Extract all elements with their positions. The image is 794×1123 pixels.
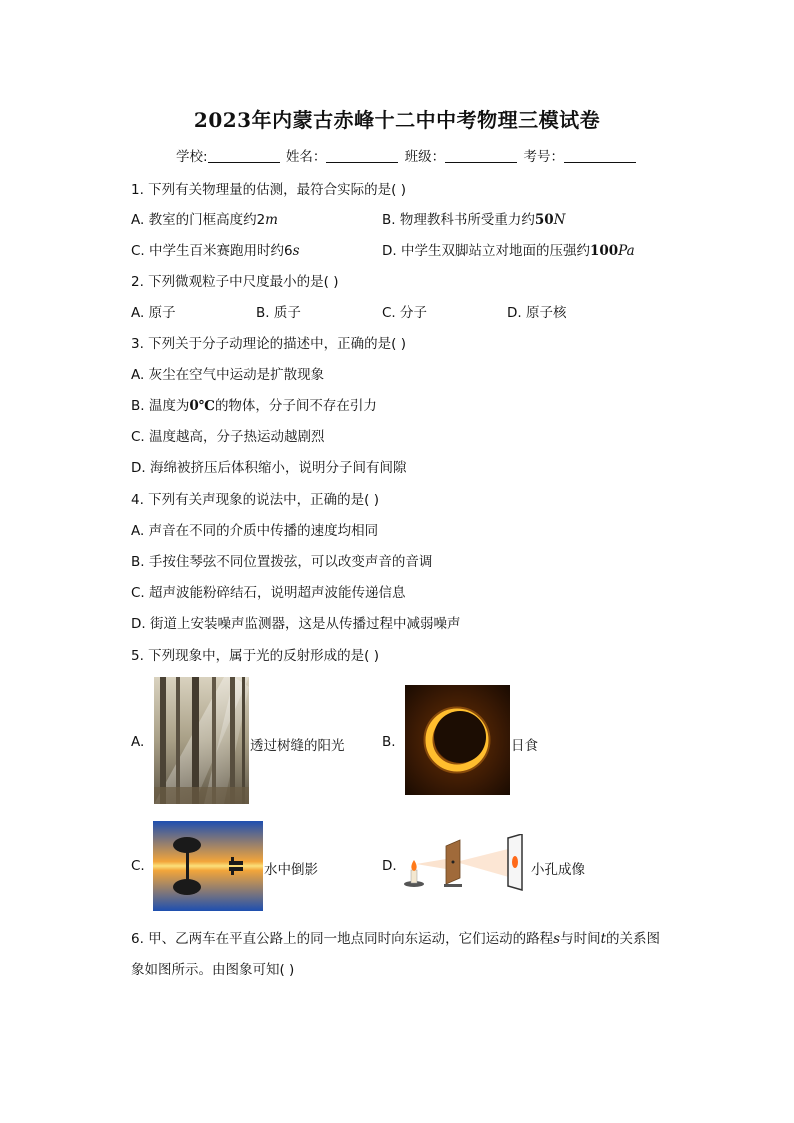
- q3-b-post: 的物体，分子间不存在引力: [214, 398, 377, 414]
- q1-option-c[interactable]: [131, 239, 300, 259]
- q3-option-d[interactable]: D. 海绵被挤压后体积缩小，说明分子间有间隙: [131, 460, 407, 476]
- school-label: 学校:: [176, 149, 208, 165]
- q5-d-caption: 小孔成像: [531, 862, 585, 878]
- q1-option-b[interactable]: [382, 208, 565, 228]
- q6-stem-line2: 象如图所示。由图象可知( ): [131, 962, 295, 978]
- q1-c-unit: s: [292, 243, 300, 259]
- pinhole-camera-graphic: [400, 834, 530, 894]
- water-reflection-graphic: [153, 821, 263, 911]
- q6-t-var: t: [600, 931, 607, 947]
- q5-a-letter[interactable]: A.: [131, 734, 145, 750]
- q1-option-d[interactable]: [382, 239, 635, 259]
- name-blank[interactable]: [326, 148, 398, 163]
- q1-b-text: B. 物理教科书所受重力约: [382, 212, 535, 228]
- q6-line1-post: 的关系图: [606, 931, 661, 947]
- solar-eclipse-graphic: [405, 685, 510, 795]
- q1-stem: 1. 下列有关物理量的估测，最符合实际的是( ): [131, 182, 406, 198]
- q6-s-var: s: [553, 931, 561, 947]
- q5-b-caption: 日食: [511, 738, 538, 754]
- water-reflection-image: [153, 821, 263, 911]
- q3-stem: 3. 下列关于分子动理论的描述中，正确的是( ): [131, 336, 406, 352]
- q6-line1-pre: 6. 甲、乙两车在平直公路上的同一地点同时向东运动，它们运动的路程: [131, 931, 554, 947]
- forest-sunbeam-graphic: [154, 677, 249, 804]
- class-label: 班级：: [404, 149, 446, 165]
- q5-b-letter[interactable]: B.: [382, 734, 396, 750]
- school-blank[interactable]: [208, 148, 280, 163]
- solar-eclipse-image: [405, 685, 510, 795]
- q5-d-letter[interactable]: D.: [382, 858, 397, 874]
- q6-mid: 与时间: [560, 931, 601, 947]
- q3-option-b[interactable]: [131, 394, 377, 414]
- q3-b-pre: B. 温度为: [131, 398, 190, 414]
- exam-no-label: 考号：: [523, 149, 564, 165]
- q1-d-unit: Pa: [618, 243, 635, 259]
- exam-no-blank[interactable]: [564, 148, 636, 163]
- q1-d-num: 100: [589, 243, 619, 259]
- q5-stem: 5. 下列现象中，属于光的反射形成的是( ): [131, 648, 379, 664]
- student-info-line: [176, 145, 638, 165]
- q3-option-a[interactable]: A. 灰尘在空气中运动是扩散现象: [131, 367, 325, 383]
- q3-option-c[interactable]: C. 温度越高，分子热运动越剧烈: [131, 429, 325, 445]
- q1-option-a[interactable]: [131, 208, 278, 228]
- q2-option-b[interactable]: B. 质子: [256, 305, 301, 321]
- q4-stem: 4. 下列有关声现象的说法中，正确的是( ): [131, 492, 379, 508]
- name-label: 姓名：: [285, 149, 327, 165]
- class-blank[interactable]: [445, 148, 517, 163]
- q6-stem-line1: [131, 927, 660, 947]
- forest-sunbeam-image: [154, 677, 249, 804]
- q4-option-b[interactable]: B. 手按住琴弦不同位置拨弦，可以改变声音的音调: [131, 554, 433, 570]
- q1-a-text: A. 教室的门框高度约2: [131, 212, 266, 228]
- q1-c-text: C. 中学生百米赛跑用时约6: [131, 243, 293, 259]
- q1-b-num: 50: [534, 212, 554, 228]
- q4-option-a[interactable]: A. 声音在不同的介质中传播的速度均相同: [131, 523, 379, 539]
- q5-c-letter[interactable]: C.: [131, 858, 145, 874]
- q3-b-num: 0℃: [189, 398, 215, 414]
- q1-b-unit: N: [553, 212, 566, 228]
- q1-a-unit: m: [265, 212, 278, 228]
- q2-option-d[interactable]: D. 原子核: [507, 305, 567, 321]
- q5-a-caption: 透过树缝的阳光: [250, 738, 345, 754]
- q5-c-caption: 水中倒影: [264, 862, 318, 878]
- q4-option-c[interactable]: C. 超声波能粉碎结石，说明超声波能传递信息: [131, 585, 406, 601]
- pinhole-camera-image: [400, 834, 530, 894]
- q2-option-c[interactable]: C. 分子: [382, 305, 428, 321]
- q2-option-a[interactable]: A. 原子: [131, 305, 176, 321]
- q4-option-d[interactable]: D. 街道上安装噪声监测器，这是从传播过程中减弱噪声: [131, 616, 461, 632]
- q2-stem: 2. 下列微观粒子中尺度最小的是( ): [131, 274, 339, 290]
- page-title: 2023年内蒙古赤峰十二中中考物理三模试卷: [193, 108, 601, 132]
- q1-d-text: D. 中学生双脚站立对地面的压强约: [382, 243, 590, 259]
